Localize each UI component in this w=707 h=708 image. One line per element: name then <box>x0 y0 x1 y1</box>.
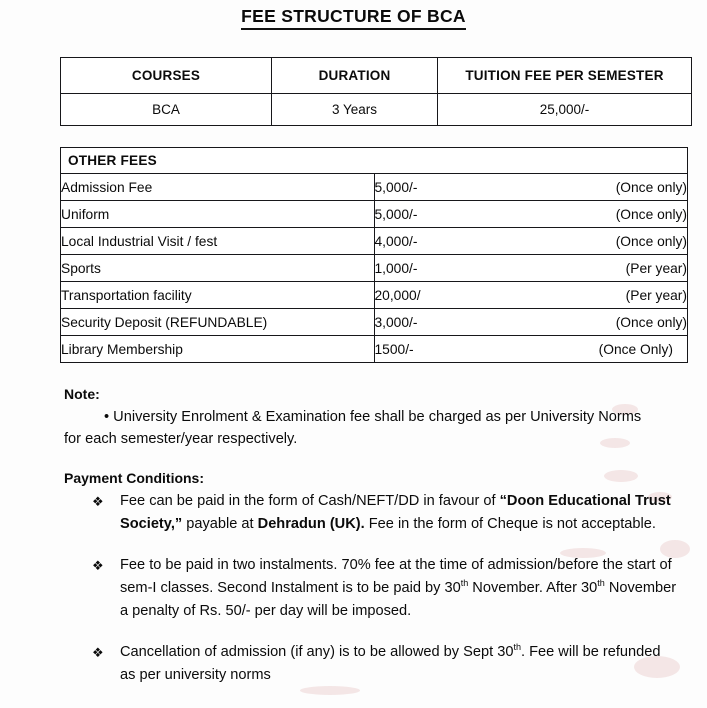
cell-fee-label: Uniform <box>61 201 375 228</box>
cell-fee-label: Library Membership <box>61 336 375 363</box>
note-text: University Enrolment & Examination fee shall be charged as per University Norms for each semester/year respectively. <box>64 409 642 447</box>
diamond-bullet-icon: ❖ <box>92 494 104 509</box>
table-row <box>61 282 688 309</box>
list-item <box>92 490 678 536</box>
table-row <box>61 255 688 282</box>
fee-amount-text: 20,000/ <box>374 287 421 303</box>
fee-frequency-text: (Once only) <box>615 206 687 222</box>
column-header-duration: DURATION <box>272 58 438 94</box>
other-fees-header-row <box>61 148 688 174</box>
cell-course-fee: 25,000/- <box>438 94 692 126</box>
courses-fee-table <box>60 57 692 126</box>
table-row <box>61 174 688 201</box>
table-header-row <box>61 58 692 94</box>
scan-speckle <box>300 686 360 695</box>
page-title <box>0 6 707 30</box>
table-row <box>61 309 688 336</box>
cell-fee-amount <box>374 282 688 309</box>
fee-frequency-text: (Once only) <box>615 179 687 195</box>
fee-frequency-text: (Once only) <box>615 233 687 249</box>
cell-course-duration: 3 Years <box>272 94 438 126</box>
cell-fee-amount <box>374 309 688 336</box>
cell-fee-label: Transportation facility <box>61 282 375 309</box>
fee-amount-text: 4,000/- <box>374 233 418 249</box>
diamond-bullet-icon: ❖ <box>92 558 104 573</box>
scan-speckle <box>604 470 638 482</box>
table-row <box>61 201 688 228</box>
fee-amount-text: 5,000/- <box>374 179 418 195</box>
list-item <box>92 554 678 623</box>
table-row <box>61 228 688 255</box>
cell-fee-amount <box>374 201 688 228</box>
cell-fee-amount <box>374 255 688 282</box>
cell-fee-amount <box>374 336 688 363</box>
note-heading: Note: <box>64 386 100 402</box>
page-title-text: FEE STRUCTURE OF BCA <box>241 6 466 30</box>
other-fees-table <box>60 147 688 363</box>
list-item-text: Fee can be paid in the form of Cash/NEFT/DD in favour of “Doon Educational Trust Society,” payable at Dehradun (UK). Fee in the form of Cheque is not acceptable. <box>120 493 671 532</box>
fee-frequency-text: (Per year) <box>625 287 687 303</box>
cell-fee-label: Local Industrial Visit / fest <box>61 228 375 255</box>
table-row <box>61 336 688 363</box>
fee-amount-text: 3,000/- <box>374 314 418 330</box>
note-bullet-icon: • <box>104 409 110 425</box>
list-item <box>92 641 678 687</box>
fee-frequency-text: (Per year) <box>625 260 687 276</box>
cell-fee-label: Security Deposit (REFUNDABLE) <box>61 309 375 336</box>
other-fees-header-label: OTHER FEES <box>61 148 688 174</box>
fee-amount-text: 5,000/- <box>374 206 418 222</box>
cell-fee-amount <box>374 174 688 201</box>
column-header-courses: COURSES <box>61 58 272 94</box>
fee-amount-text: 1,000/- <box>374 260 418 276</box>
cell-course-name: BCA <box>61 94 272 126</box>
note-body <box>64 406 644 450</box>
payment-conditions-heading: Payment Conditions: <box>64 470 205 486</box>
list-item-text: Fee to be paid in two instalments. 70% fee at the time of admission/before the start of sem-I classes. Second Instalment is to be paid by 30th November. After 30th November a penalty of Rs. 50/- per day will be imposed. <box>120 557 677 619</box>
list-item-text: Cancellation of admission (if any) is to be allowed by Sept 30th. Fee will be refunded as per university norms <box>120 642 661 683</box>
cell-fee-label: Admission Fee <box>61 174 375 201</box>
diamond-bullet-icon: ❖ <box>92 645 104 660</box>
fee-frequency-text: (Once Only) <box>598 341 673 357</box>
cell-fee-amount <box>374 228 688 255</box>
fee-frequency-text: (Once only) <box>615 314 687 330</box>
payment-conditions-list <box>92 490 678 687</box>
column-header-tuition-fee: TUITION FEE PER SEMESTER <box>438 58 692 94</box>
fee-amount-text: 1500/- <box>374 341 414 357</box>
cell-fee-label: Sports <box>61 255 375 282</box>
table-row <box>61 94 692 126</box>
